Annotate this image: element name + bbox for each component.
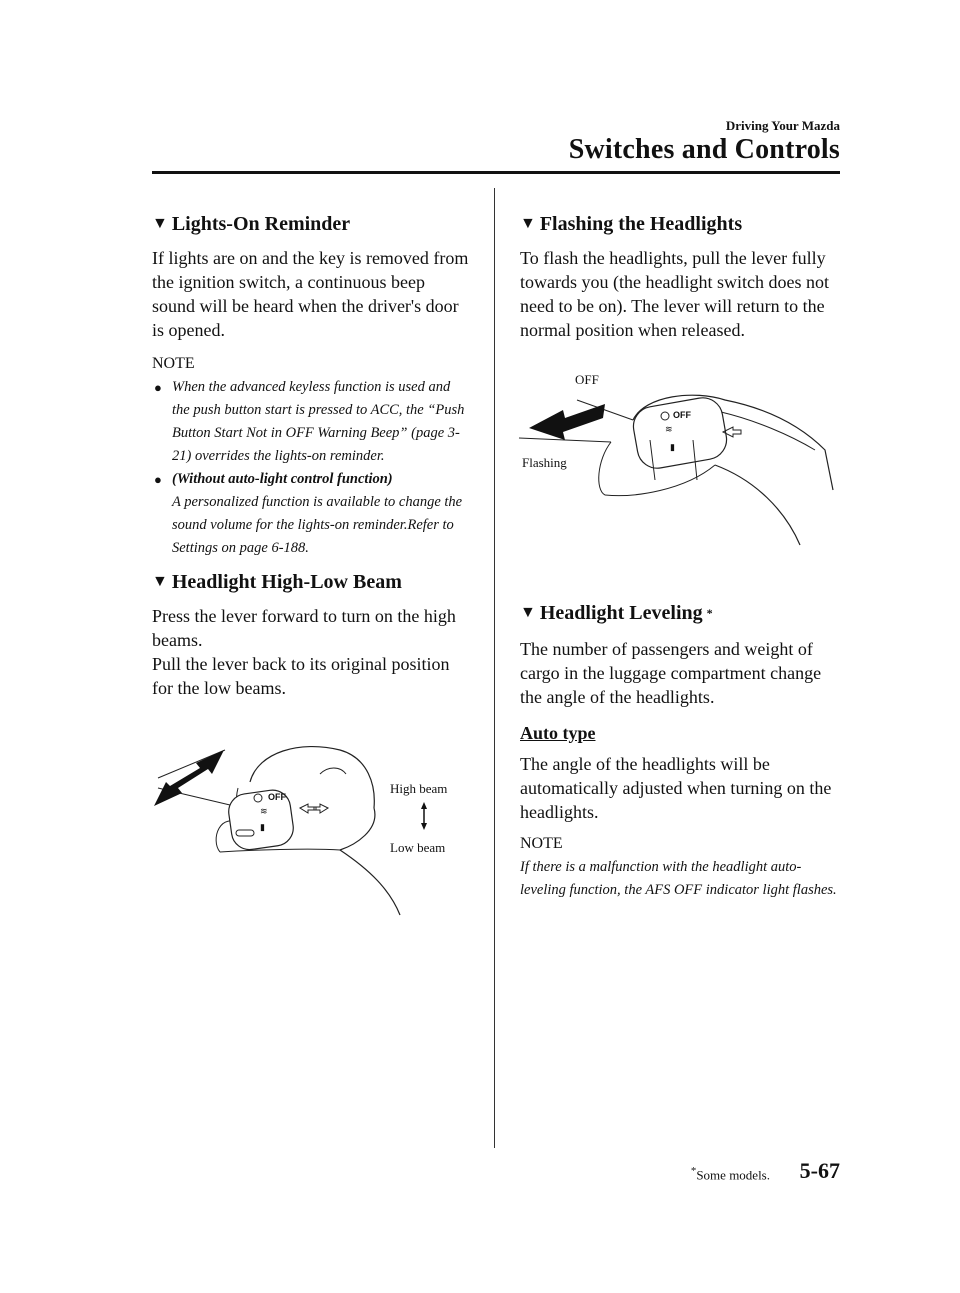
bullet-icon: ● xyxy=(154,380,162,395)
section-heading xyxy=(520,601,838,625)
body-text: Press the lever forward to turn on the high beams. xyxy=(152,606,456,650)
section-heading-text: Headlight Leveling xyxy=(539,602,703,624)
lever-off-mark: OFF xyxy=(268,792,286,802)
section-flashing-headlights xyxy=(520,212,838,342)
lever-off-mark: OFF xyxy=(673,410,691,420)
triangle-down-icon: ▼ xyxy=(520,604,536,621)
body-text: To flash the headlights, pull the lever fully towards you (the headlight switch does not need to be on). The lever will return to the normal position when released. xyxy=(520,248,829,340)
subheading: Auto type xyxy=(520,723,596,743)
high-low-beam-figure xyxy=(150,730,470,920)
section-heading-text: Lights-On Reminder xyxy=(171,213,351,235)
footer-marker: * xyxy=(690,1165,697,1177)
body-text: Pull the lever back to its original position for the low beams. xyxy=(152,654,450,698)
fig-label-low-beam: Low beam xyxy=(390,840,446,855)
direction-arrow-icon xyxy=(519,400,633,442)
note-label: NOTE xyxy=(152,355,195,372)
note-text: When the advanced keyless function is used and the push button start is pressed to ACC, the “Push Button Start Not in OFF Warning Beep” (page 3-21) overrides the lights-on reminder. xyxy=(172,379,465,464)
page-title: Switches and Controls xyxy=(568,134,840,165)
svg-text:▮: ▮ xyxy=(670,442,675,452)
triangle-down-icon: ▼ xyxy=(152,573,168,590)
svg-text:≋: ≋ xyxy=(260,806,268,816)
body-text: If lights are on and the key is removed from the ignition switch, a continuous beep sound will be heard when the driver's door is opened. xyxy=(152,248,469,340)
section-headlight-leveling xyxy=(520,601,838,902)
triangle-down-icon: ▼ xyxy=(520,215,536,232)
note-list xyxy=(152,376,470,560)
direction-arrow-icon xyxy=(154,750,230,806)
header-rule xyxy=(152,171,840,174)
note-label: NOTE xyxy=(520,835,563,852)
body-text: The number of passengers and weight of cargo in the luggage compartment change the angle of the headlights. xyxy=(520,639,822,707)
note-text: A personalized function is available to change the sound volume for the lights-on reminder.Refer to Settings on page 6-188. xyxy=(172,494,463,556)
fig-label-flashing: Flashing xyxy=(522,455,567,470)
page-number: 5-67 xyxy=(799,1158,840,1183)
bullet-icon: ● xyxy=(154,472,162,487)
svg-text:▮: ▮ xyxy=(260,822,265,832)
section-heading xyxy=(152,570,470,594)
footer-note xyxy=(691,1165,770,1183)
list-item xyxy=(152,468,470,560)
fig-label-high-beam: High beam xyxy=(390,781,448,796)
section-heading xyxy=(152,212,470,236)
triangle-down-icon: ▼ xyxy=(152,215,168,232)
svg-text:≋: ≋ xyxy=(665,424,673,434)
column-divider xyxy=(494,188,495,1148)
footer-some-models: Some models. xyxy=(696,1167,770,1183)
fig-label-off: OFF xyxy=(575,372,599,387)
section-lights-on-reminder xyxy=(152,212,470,560)
note-text: If there is a malfunction with the headlight auto-leveling function, the AFS OFF indicator light flashes. xyxy=(520,859,837,898)
body-text: The angle of the headlights will be automatically adjusted when turning on the headlights. xyxy=(520,754,832,822)
section-high-low-beam xyxy=(152,570,470,700)
section-heading xyxy=(520,212,838,236)
note-condition: (Without auto-light control function) xyxy=(172,471,393,487)
chapter-title: Driving Your Mazda xyxy=(725,118,840,133)
section-heading-text: Flashing the Headlights xyxy=(539,213,743,235)
lever-illustration xyxy=(216,747,427,915)
lever-illustration xyxy=(599,395,833,545)
section-heading-text: Headlight High-Low Beam xyxy=(171,571,402,593)
list-item xyxy=(152,376,470,468)
some-models-marker: * xyxy=(706,606,713,620)
